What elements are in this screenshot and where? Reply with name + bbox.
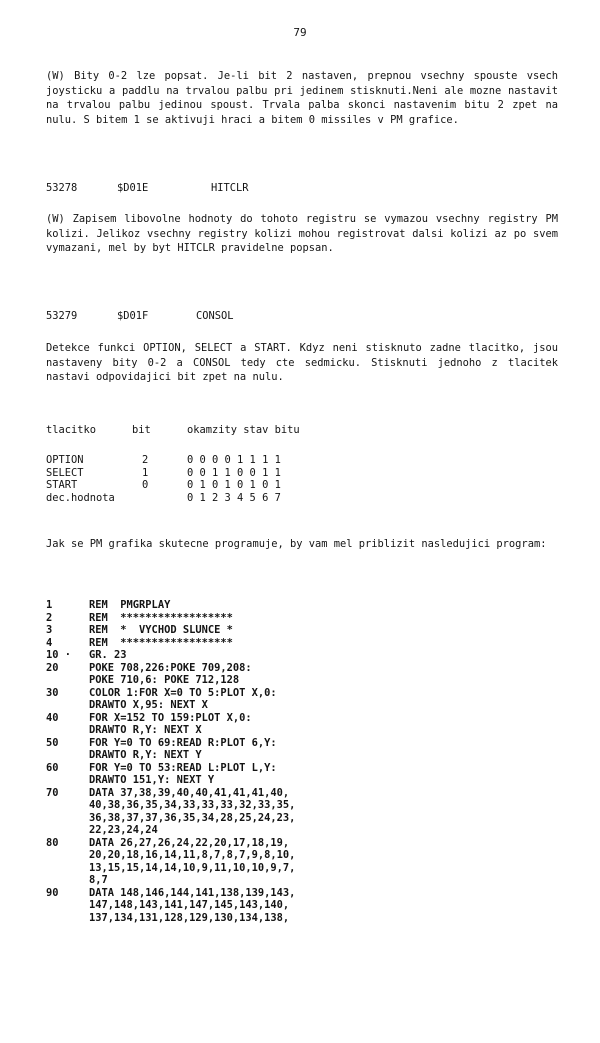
table-row bbox=[46, 466, 281, 479]
bit-states: 0 0 0 0 1 1 1 1 bbox=[187, 454, 281, 467]
line-number: 10 · bbox=[46, 649, 72, 661]
table-header: okamzity stav bitu bbox=[187, 424, 300, 436]
line-text: REM ****************** bbox=[89, 611, 233, 624]
bit-states: 0 0 1 1 0 0 1 1 bbox=[187, 466, 281, 479]
bit-number: 0 bbox=[142, 479, 149, 492]
line-text: DRAWTO R,Y: NEXT Y bbox=[89, 749, 202, 761]
table-row bbox=[46, 479, 281, 492]
register-hex-address: $D01E bbox=[117, 182, 149, 194]
line-text: 8,7 bbox=[89, 874, 108, 886]
line-number: 50 bbox=[46, 736, 59, 749]
register-hex-address: $D01F bbox=[117, 310, 149, 322]
consol-bit-table bbox=[46, 424, 300, 504]
register-decimal-address: 53279 bbox=[46, 310, 78, 322]
bit-number: 1 bbox=[142, 466, 149, 479]
line-text: DRAWTO R,Y: NEXT X bbox=[89, 724, 202, 736]
line-number: 40 bbox=[46, 711, 59, 724]
line-text: 22,23,24,24 bbox=[89, 824, 158, 836]
line-text: GR. 23 bbox=[89, 649, 127, 661]
line-number: 30 bbox=[46, 686, 59, 699]
bit-states: 0 1 2 3 4 5 6 7 bbox=[187, 491, 281, 504]
line-number: 4 bbox=[46, 636, 53, 649]
line-text: POKE 710,6: POKE 712,128 bbox=[89, 674, 240, 686]
line-text: 13,15,15,14,14,10,9,11,10,10,9,7, bbox=[89, 861, 296, 874]
paragraph-hitclr-description: (W) Zapisem libovolne hodnoty do tohoto registru se vymazou vsechny registry PM kolizi. Jelikoz vsechny registry kolizi mohou registrovat dalsi kolizi az po svem vymazani, mel by byt HITCLR pravidelne popsan. bbox=[46, 213, 558, 255]
line-text: 20,20,18,16,14,11,8,7,8,7,9,8,10, bbox=[89, 849, 296, 861]
bit-number: 2 bbox=[142, 454, 149, 467]
paragraph-consol-description: Detekce funkci OPTION, SELECT a START. Kdyz neni stisknuto zadne tlacitko, jsou nastaveny bity 0-2 a CONSOL tedy cte sedmicku. Stisknuti jednoho z tlacitek nastavi odpovidajici bit zpet na nulu. bbox=[46, 342, 558, 384]
line-text: DATA 148,146,144,141,138,139,143, bbox=[89, 886, 296, 899]
table-header-row bbox=[46, 424, 300, 436]
line-number: 2 bbox=[46, 611, 53, 624]
line-text: FOR Y=0 TO 69:READ R:PLOT 6,Y: bbox=[89, 736, 277, 749]
register-name: HITCLR bbox=[211, 182, 249, 194]
register-decimal-address: 53278 bbox=[46, 182, 78, 194]
button-label: SELECT bbox=[46, 466, 84, 479]
line-number: 1 bbox=[46, 599, 53, 611]
line-number: 70 bbox=[46, 786, 59, 799]
line-text: 137,134,131,128,129,130,134,138, bbox=[89, 911, 290, 924]
table-row bbox=[46, 491, 281, 504]
line-text: FOR X=152 TO 159:PLOT X,0: bbox=[89, 711, 252, 724]
line-number: 60 bbox=[46, 761, 59, 774]
line-text: FOR Y=0 TO 53:READ L:PLOT L,Y: bbox=[89, 761, 277, 774]
line-number: 90 bbox=[46, 886, 59, 899]
line-number: 3 bbox=[46, 624, 53, 636]
table-row bbox=[46, 454, 281, 467]
bit-states: 0 1 0 1 0 1 0 1 bbox=[187, 479, 281, 492]
button-label: dec.hodnota bbox=[46, 491, 115, 504]
register-name: CONSOL bbox=[196, 310, 234, 322]
line-text: COLOR 1:FOR X=0 TO 5:PLOT X,0: bbox=[89, 686, 277, 699]
line-text: 40,38,36,35,34,33,33,33,32,33,35, bbox=[89, 799, 296, 811]
line-text: DATA 26,27,26,24,22,20,17,18,19, bbox=[89, 836, 290, 849]
line-text: 147,148,143,141,147,145,143,140, bbox=[89, 899, 290, 911]
page-number: 79 bbox=[293, 26, 307, 39]
paragraph-program-intro: Jak se PM grafika skutecne programuje, by vam mel priblizit nasledujici program: bbox=[46, 538, 547, 550]
button-label: OPTION bbox=[46, 454, 84, 467]
line-text: DRAWTO 151,Y: NEXT Y bbox=[89, 774, 215, 786]
line-text: REM * VYCHOD SLUNCE * bbox=[89, 624, 233, 636]
line-text: DRAWTO X,95: NEXT X bbox=[89, 699, 208, 711]
paragraph-bits-description: (W) Bity 0-2 lze popsat. Je-li bit 2 nastaven, prepnou vsechny spouste vsech joysticku a paddlu na trvalou palbu pri jedinem stisknuti.Neni ale mozne nastavit na trvalou palbu jedinou spoust. Trvala palba skonci nastavenim bitu 2 zpet na nulu. S bitem 1 se aktivuji hraci a bitem 0 missiles v PM grafice. bbox=[46, 70, 558, 126]
table-header: tlacitko bbox=[46, 424, 97, 436]
line-text: POKE 708,226:POKE 709,208: bbox=[89, 661, 252, 674]
button-label: START bbox=[46, 479, 78, 492]
line-number: 20 bbox=[46, 661, 59, 674]
line-text: REM PMGRPLAY bbox=[89, 599, 171, 611]
line-text: DATA 37,38,39,40,40,41,41,41,40, bbox=[89, 786, 290, 799]
table-header: bit bbox=[132, 424, 151, 436]
line-number: 80 bbox=[46, 836, 59, 849]
line-text: REM ****************** bbox=[89, 636, 233, 649]
line-text: 36,38,37,37,36,35,34,28,25,24,23, bbox=[89, 811, 296, 824]
